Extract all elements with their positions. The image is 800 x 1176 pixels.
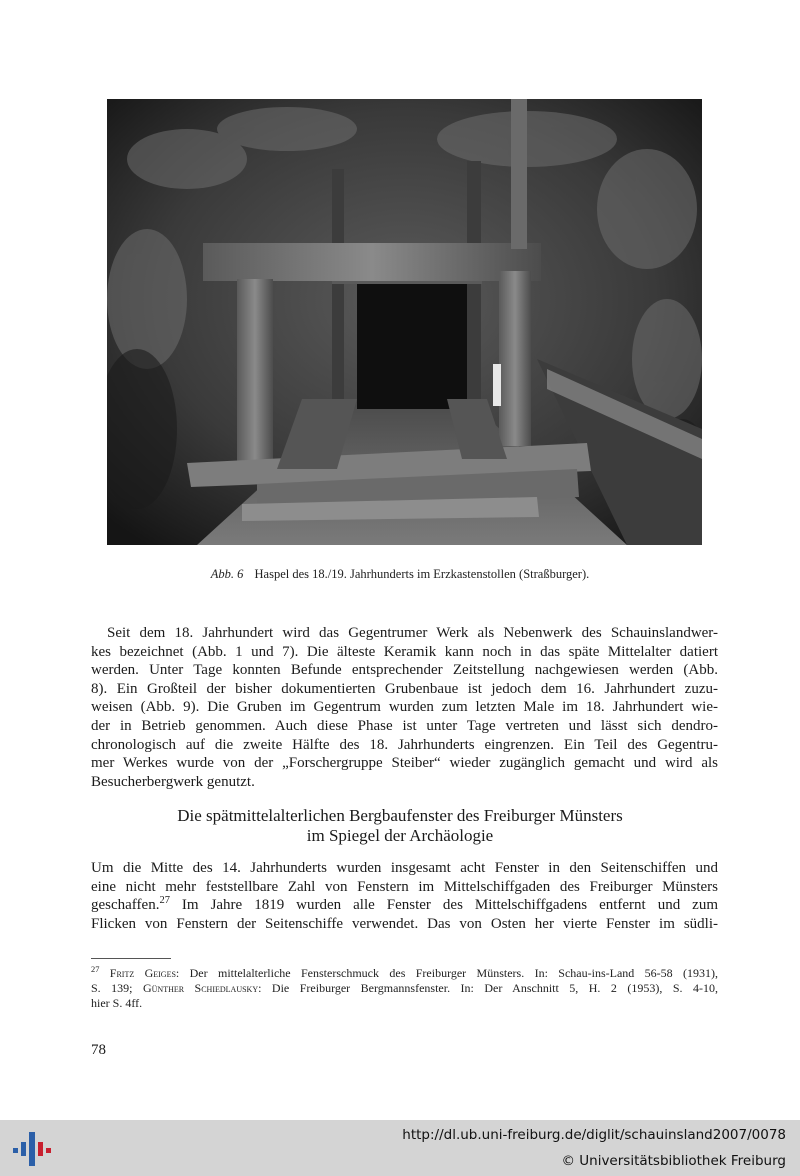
caption-label: Abb. 6	[210, 567, 244, 581]
text-line: werden. Unter Tage konnten Befunde entsprechender Zeitstellung nachgewiesen werden (Abb.	[91, 662, 718, 679]
text-line: 8). Ein Großteil der bisher dokumentierten Grubenbaue ist jedoch dem 16. Jahrhundert zuzu-	[91, 680, 718, 697]
footnote-author: Günther Schiedlausky	[142, 981, 259, 996]
text-line: eine nicht mehr feststellbare Zahl von Fenstern im Mittelschiffgaden des Freiburger Münsters	[91, 878, 718, 895]
text-line: mer Werkes wurde von der „Forschergruppe Steiber“ wieder zugänglich gemacht und wird als	[91, 755, 718, 772]
section-heading	[0, 806, 800, 846]
caption-text: Haspel des 18./19. Jahrhunderts im Erzkastenstollen (Straßburger).	[254, 567, 590, 581]
footnote-text: : Der mittelalterliche Fensterschmuck des Freiburger Münsters. In: Schau-ins-Land 56-58 (1931),	[175, 966, 719, 980]
text-line: chronologisch auf die zweite Hälfte des 18. Jahrhunderts eingrenzen. Ein Teil des Gegentru-	[91, 736, 718, 753]
footnote-divider	[91, 958, 171, 959]
paragraph-1	[91, 624, 718, 791]
text-line: Seit dem 18. Jahrhundert wird das Gegentrumer Werk als Nebenwerk des Schauinslandwer-	[107, 625, 718, 641]
copyright-text: © Universitätsbibliothek Freiburg	[561, 1153, 786, 1169]
text-line: weisen (Abb. 9). Die Gruben im Gegentrum wurden zum letzten Male im 18. Jahrhundert wie-	[91, 699, 718, 716]
ub-freiburg-logo-icon[interactable]	[12, 1128, 52, 1168]
document-url-link[interactable]: http://dl.ub.uni-freiburg.de/diglit/schauinsland2007/0078	[402, 1127, 786, 1143]
text-line: Besucherbergwerk genutzt.	[91, 773, 255, 790]
footnote-text: S. 139;	[91, 981, 143, 996]
section-heading-line-1: Die spätmittelalterlichen Bergbaufenster des Freiburger Münsters	[177, 806, 623, 825]
text-line: kes bezeichnet (Abb. 1 und 7). Die älteste Keramik kann noch in das späte Mittelalter datiert	[91, 643, 718, 660]
section-heading-line-2: im Spiegel der Archäologie	[306, 826, 494, 845]
text-fragment: Im Jahre 1819 wurden alle Fenster des Mittelschiffgadens entfernt und zum	[169, 897, 718, 914]
paragraph-2	[91, 859, 718, 933]
text-line: Flicken von Fenstern der Seitenschiffe verwendet. Das von Osten her vierte Fenster im südli-	[91, 915, 718, 932]
mine-tunnel-photo	[107, 99, 702, 545]
footnote-ref[interactable]: 27	[159, 895, 170, 907]
footnote-text: : Die Freiburger Bergmannsfenster. In: Der Anschnitt 5, H. 2 (1953), S. 4-10,	[258, 981, 719, 996]
footnote	[91, 966, 718, 1012]
figure-photo	[107, 99, 702, 545]
viewer-footer	[0, 1120, 800, 1176]
footnote-number: 27	[91, 965, 100, 974]
footnote-line	[91, 981, 718, 996]
page-number: 78	[91, 1042, 106, 1058]
text-line	[91, 896, 718, 915]
text-line: der in Betrieb genommen. Auch diese Phase ist unter Tage vertreten und lässt sich dendro-	[91, 717, 718, 734]
figure-caption	[0, 566, 800, 582]
footnote-author: Fritz Geiges	[109, 966, 176, 980]
footnote-line	[91, 966, 718, 981]
footnote-line: hier S. 4ff.	[91, 996, 143, 1011]
text-fragment: geschaffen.	[91, 897, 160, 914]
text-line: Um die Mitte des 14. Jahrhunderts wurden insgesamt acht Fenster in den Seitenschiffen und	[91, 860, 718, 876]
